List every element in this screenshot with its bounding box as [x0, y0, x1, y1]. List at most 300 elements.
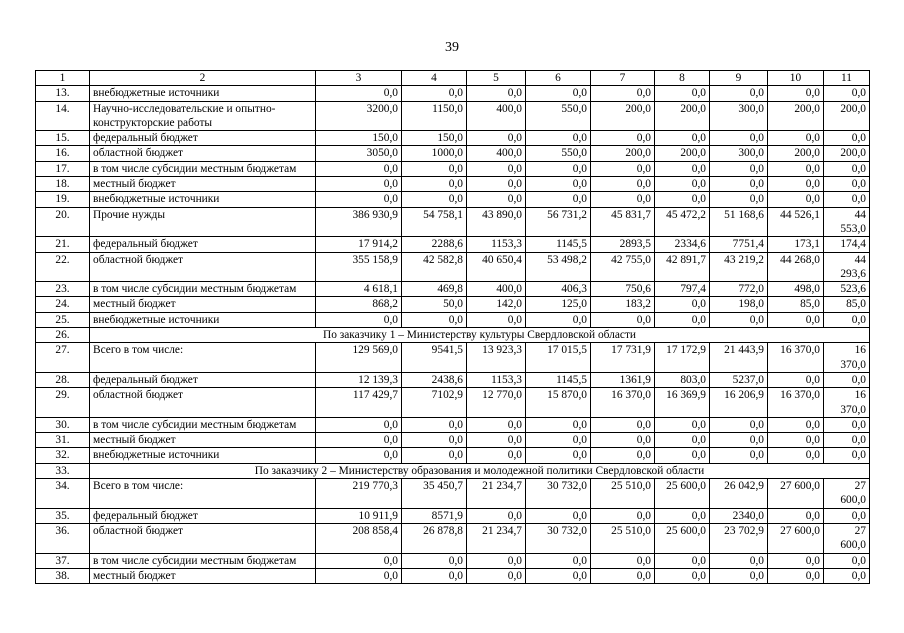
row-label: местный бюджет [90, 568, 316, 583]
value-cell: 1000,0 [402, 146, 467, 161]
row-label: федеральный бюджет [90, 131, 316, 146]
value-cell: 200,0 [824, 101, 870, 131]
value-cell: 0,0 [768, 433, 824, 448]
value-cell: 0,0 [655, 161, 710, 176]
value-cell: 56 731,2 [526, 207, 591, 237]
value-cell: 0,0 [316, 568, 402, 583]
value-cell: 42 891,7 [655, 252, 710, 282]
value-cell: 25 600,0 [655, 479, 710, 509]
value-cell: 0,0 [710, 553, 768, 568]
value-cell: 0,0 [655, 312, 710, 327]
value-cell: 0,0 [591, 508, 655, 523]
table-row [36, 433, 870, 448]
value-cell: 386 930,9 [316, 207, 402, 237]
table-row [36, 448, 870, 463]
value-cell: 2340,0 [710, 508, 768, 523]
value-cell: 17 914,2 [316, 237, 402, 252]
value-cell: 27 600,0 [768, 523, 824, 553]
row-number: 24. [36, 297, 90, 312]
row-label: Всего в том числе: [90, 479, 316, 509]
customer-section-title: По заказчику 1 – Министерству культуры Свердловской области [90, 328, 870, 343]
value-cell: 0,0 [467, 568, 526, 583]
value-cell: 142,0 [467, 297, 526, 312]
value-cell: 0,0 [316, 177, 402, 192]
value-cell: 0,0 [655, 508, 710, 523]
value-cell: 406,3 [526, 282, 591, 297]
value-cell: 3050,0 [316, 146, 402, 161]
value-cell: 42 755,0 [591, 252, 655, 282]
value-cell: 0,0 [768, 177, 824, 192]
column-header: 1 [36, 71, 90, 86]
value-cell: 45 472,2 [655, 207, 710, 237]
value-cell: 0,0 [467, 417, 526, 432]
value-cell: 1145,5 [526, 372, 591, 387]
value-cell: 0,0 [710, 448, 768, 463]
row-label: федеральный бюджет [90, 237, 316, 252]
value-cell: 42 582,8 [402, 252, 467, 282]
value-cell: 26 878,8 [402, 523, 467, 553]
value-cell: 0,0 [316, 448, 402, 463]
value-cell: 44 553,0 [824, 207, 870, 237]
row-number: 26. [36, 328, 90, 343]
value-cell: 0,0 [768, 86, 824, 101]
value-cell: 0,0 [526, 553, 591, 568]
value-cell: 208 858,4 [316, 523, 402, 553]
row-number: 29. [36, 388, 90, 418]
value-cell: 43 890,0 [467, 207, 526, 237]
value-cell: 0,0 [526, 177, 591, 192]
value-cell: 300,0 [710, 146, 768, 161]
value-cell: 0,0 [402, 177, 467, 192]
row-number: 25. [36, 312, 90, 327]
row-number: 17. [36, 161, 90, 176]
row-label: областной бюджет [90, 523, 316, 553]
value-cell: 0,0 [710, 177, 768, 192]
row-number: 13. [36, 86, 90, 101]
row-number: 38. [36, 568, 90, 583]
value-cell: 200,0 [591, 146, 655, 161]
value-cell: 0,0 [655, 417, 710, 432]
table-row [36, 86, 870, 101]
value-cell: 0,0 [591, 86, 655, 101]
value-cell: 198,0 [710, 297, 768, 312]
value-cell: 44 268,0 [768, 252, 824, 282]
value-cell: 0,0 [710, 86, 768, 101]
value-cell: 150,0 [316, 131, 402, 146]
value-cell: 750,6 [591, 282, 655, 297]
row-label: в том числе субсидии местным бюджетам [90, 417, 316, 432]
value-cell: 0,0 [526, 417, 591, 432]
row-number: 30. [36, 417, 90, 432]
value-cell: 0,0 [591, 312, 655, 327]
table-row [36, 417, 870, 432]
value-cell: 0,0 [467, 177, 526, 192]
value-cell: 7102,9 [402, 388, 467, 418]
value-cell: 0,0 [402, 417, 467, 432]
value-cell: 40 650,4 [467, 252, 526, 282]
column-header: 11 [824, 71, 870, 86]
row-label: Всего в том числе: [90, 343, 316, 373]
value-cell: 0,0 [710, 192, 768, 207]
value-cell: 0,0 [824, 417, 870, 432]
value-cell: 0,0 [402, 568, 467, 583]
value-cell: 0,0 [526, 192, 591, 207]
value-cell: 30 732,0 [526, 523, 591, 553]
row-label: в том числе субсидии местным бюджетам [90, 161, 316, 176]
value-cell: 868,2 [316, 297, 402, 312]
value-cell: 0,0 [402, 86, 467, 101]
row-number: 22. [36, 252, 90, 282]
page-number: 39 [445, 40, 459, 55]
value-cell: 2438,6 [402, 372, 467, 387]
value-cell: 0,0 [824, 372, 870, 387]
value-cell: 200,0 [768, 101, 824, 131]
row-label: федеральный бюджет [90, 508, 316, 523]
value-cell: 0,0 [316, 553, 402, 568]
value-cell: 0,0 [768, 131, 824, 146]
value-cell: 0,0 [655, 86, 710, 101]
value-cell: 0,0 [655, 448, 710, 463]
value-cell: 0,0 [467, 312, 526, 327]
value-cell: 0,0 [655, 568, 710, 583]
value-cell: 3200,0 [316, 101, 402, 131]
value-cell: 0,0 [402, 433, 467, 448]
value-cell: 21 234,7 [467, 523, 526, 553]
value-cell: 0,0 [824, 177, 870, 192]
value-cell: 21 443,9 [710, 343, 768, 373]
value-cell: 0,0 [655, 553, 710, 568]
value-cell: 0,0 [710, 433, 768, 448]
value-cell: 54 758,1 [402, 207, 467, 237]
value-cell: 0,0 [591, 161, 655, 176]
row-number: 23. [36, 282, 90, 297]
value-cell: 51 168,6 [710, 207, 768, 237]
value-cell: 0,0 [467, 553, 526, 568]
value-cell: 12 770,0 [467, 388, 526, 418]
value-cell: 469,8 [402, 282, 467, 297]
value-cell: 2334,6 [655, 237, 710, 252]
value-cell: 5237,0 [710, 372, 768, 387]
value-cell: 0,0 [768, 417, 824, 432]
section-row [36, 463, 870, 478]
value-cell: 797,4 [655, 282, 710, 297]
row-number: 21. [36, 237, 90, 252]
customer-section-title: По заказчику 2 – Министерству образования и молодежной политики Свердловской области [90, 463, 870, 478]
row-label: областной бюджет [90, 146, 316, 161]
row-label: Прочие нужды [90, 207, 316, 237]
value-cell: 0,0 [526, 433, 591, 448]
value-cell: 0,0 [824, 433, 870, 448]
value-cell: 550,0 [526, 146, 591, 161]
value-cell: 2893,5 [591, 237, 655, 252]
value-cell: 355 158,9 [316, 252, 402, 282]
value-cell: 16 370,0 [768, 388, 824, 418]
table-row [36, 131, 870, 146]
value-cell: 0,0 [768, 312, 824, 327]
row-label: внебюджетные источники [90, 448, 316, 463]
value-cell: 200,0 [591, 101, 655, 131]
value-cell: 0,0 [591, 131, 655, 146]
value-cell: 85,0 [824, 297, 870, 312]
value-cell: 0,0 [710, 131, 768, 146]
value-cell: 174,4 [824, 237, 870, 252]
value-cell: 0,0 [526, 86, 591, 101]
value-cell: 25 600,0 [655, 523, 710, 553]
row-label: внебюджетные источники [90, 192, 316, 207]
value-cell: 129 569,0 [316, 343, 402, 373]
row-label: областной бюджет [90, 252, 316, 282]
value-cell: 183,2 [591, 297, 655, 312]
value-cell: 16 369,9 [655, 388, 710, 418]
value-cell: 44 526,1 [768, 207, 824, 237]
value-cell: 1153,3 [467, 237, 526, 252]
table-row [36, 372, 870, 387]
value-cell: 0,0 [526, 508, 591, 523]
value-cell: 27 600,0 [824, 479, 870, 509]
value-cell: 0,0 [655, 433, 710, 448]
value-cell: 0,0 [402, 448, 467, 463]
column-header: 7 [591, 71, 655, 86]
column-header: 3 [316, 71, 402, 86]
value-cell: 10 911,9 [316, 508, 402, 523]
value-cell: 45 831,7 [591, 207, 655, 237]
value-cell: 0,0 [710, 568, 768, 583]
value-cell: 400,0 [467, 282, 526, 297]
value-cell: 85,0 [768, 297, 824, 312]
row-number: 34. [36, 479, 90, 509]
value-cell: 0,0 [591, 448, 655, 463]
value-cell: 0,0 [768, 161, 824, 176]
table-row [36, 161, 870, 176]
table-row [36, 479, 870, 509]
value-cell: 0,0 [402, 553, 467, 568]
value-cell: 0,0 [768, 508, 824, 523]
value-cell: 0,0 [768, 372, 824, 387]
value-cell: 1150,0 [402, 101, 467, 131]
value-cell: 0,0 [526, 131, 591, 146]
table-row [36, 523, 870, 553]
value-cell: 16 370,0 [768, 343, 824, 373]
value-cell: 0,0 [591, 417, 655, 432]
value-cell: 43 219,2 [710, 252, 768, 282]
row-label: областной бюджет [90, 388, 316, 418]
column-header: 10 [768, 71, 824, 86]
table-row [36, 568, 870, 583]
value-cell: 0,0 [591, 433, 655, 448]
value-cell: 0,0 [591, 568, 655, 583]
table-row [36, 553, 870, 568]
value-cell: 23 702,9 [710, 523, 768, 553]
section-row [36, 328, 870, 343]
row-number: 14. [36, 101, 90, 131]
table-header-row [36, 71, 870, 86]
value-cell: 0,0 [824, 192, 870, 207]
value-cell: 550,0 [526, 101, 591, 131]
value-cell: 200,0 [824, 146, 870, 161]
value-cell: 0,0 [526, 568, 591, 583]
value-cell: 0,0 [710, 312, 768, 327]
value-cell: 0,0 [467, 86, 526, 101]
value-cell: 0,0 [710, 417, 768, 432]
value-cell: 16 206,9 [710, 388, 768, 418]
value-cell: 0,0 [402, 192, 467, 207]
row-number: 33. [36, 463, 90, 478]
row-number: 15. [36, 131, 90, 146]
value-cell: 0,0 [467, 433, 526, 448]
row-number: 36. [36, 523, 90, 553]
value-cell: 0,0 [526, 161, 591, 176]
value-cell: 30 732,0 [526, 479, 591, 509]
value-cell: 9541,5 [402, 343, 467, 373]
value-cell: 16 370,0 [591, 388, 655, 418]
row-number: 37. [36, 553, 90, 568]
value-cell: 0,0 [824, 553, 870, 568]
value-cell: 0,0 [316, 161, 402, 176]
value-cell: 117 429,7 [316, 388, 402, 418]
value-cell: 0,0 [824, 568, 870, 583]
value-cell: 0,0 [467, 448, 526, 463]
value-cell: 400,0 [467, 101, 526, 131]
value-cell: 0,0 [768, 568, 824, 583]
value-cell: 17 015,5 [526, 343, 591, 373]
value-cell: 0,0 [467, 131, 526, 146]
value-cell: 0,0 [591, 553, 655, 568]
value-cell: 0,0 [467, 161, 526, 176]
row-label: местный бюджет [90, 177, 316, 192]
value-cell: 0,0 [316, 86, 402, 101]
table-row [36, 252, 870, 282]
value-cell: 0,0 [655, 131, 710, 146]
value-cell: 7751,4 [710, 237, 768, 252]
value-cell: 1145,5 [526, 237, 591, 252]
table-row [36, 192, 870, 207]
table-row [36, 282, 870, 297]
column-header: 8 [655, 71, 710, 86]
row-label: в том числе субсидии местным бюджетам [90, 553, 316, 568]
row-number: 16. [36, 146, 90, 161]
value-cell: 200,0 [655, 146, 710, 161]
table-row [36, 177, 870, 192]
value-cell: 27 600,0 [768, 479, 824, 509]
row-number: 18. [36, 177, 90, 192]
value-cell: 0,0 [655, 297, 710, 312]
value-cell: 0,0 [824, 508, 870, 523]
value-cell: 0,0 [591, 177, 655, 192]
row-number: 31. [36, 433, 90, 448]
value-cell: 0,0 [768, 448, 824, 463]
column-header: 2 [90, 71, 316, 86]
value-cell: 13 923,3 [467, 343, 526, 373]
table-row [36, 297, 870, 312]
value-cell: 16 370,0 [824, 343, 870, 373]
value-cell: 0,0 [467, 508, 526, 523]
value-cell: 300,0 [710, 101, 768, 131]
value-cell: 0,0 [316, 192, 402, 207]
value-cell: 50,0 [402, 297, 467, 312]
row-number: 28. [36, 372, 90, 387]
value-cell: 44 293,6 [824, 252, 870, 282]
value-cell: 16 370,0 [824, 388, 870, 418]
value-cell: 772,0 [710, 282, 768, 297]
row-label: Научно-исследовательские и опытно-конструкторские работы [90, 101, 316, 131]
table-row [36, 388, 870, 418]
row-number: 32. [36, 448, 90, 463]
value-cell: 523,6 [824, 282, 870, 297]
table-row [36, 508, 870, 523]
value-cell: 150,0 [402, 131, 467, 146]
value-cell: 4 618,1 [316, 282, 402, 297]
value-cell: 12 139,3 [316, 372, 402, 387]
value-cell: 0,0 [655, 192, 710, 207]
column-header: 6 [526, 71, 591, 86]
value-cell: 173,1 [768, 237, 824, 252]
value-cell: 125,0 [526, 297, 591, 312]
table-row [36, 207, 870, 237]
row-label: местный бюджет [90, 297, 316, 312]
column-header: 4 [402, 71, 467, 86]
value-cell: 0,0 [710, 161, 768, 176]
value-cell: 35 450,7 [402, 479, 467, 509]
value-cell: 0,0 [316, 433, 402, 448]
value-cell: 2288,6 [402, 237, 467, 252]
row-label: внебюджетные источники [90, 312, 316, 327]
value-cell: 53 498,2 [526, 252, 591, 282]
row-label: местный бюджет [90, 433, 316, 448]
row-number: 35. [36, 508, 90, 523]
value-cell: 25 510,0 [591, 479, 655, 509]
value-cell: 200,0 [768, 146, 824, 161]
value-cell: 200,0 [655, 101, 710, 131]
value-cell: 0,0 [768, 192, 824, 207]
table-row [36, 312, 870, 327]
value-cell: 17 731,9 [591, 343, 655, 373]
value-cell: 8571,9 [402, 508, 467, 523]
value-cell: 0,0 [402, 161, 467, 176]
row-number: 20. [36, 207, 90, 237]
column-header: 5 [467, 71, 526, 86]
value-cell: 0,0 [316, 417, 402, 432]
value-cell: 0,0 [316, 312, 402, 327]
row-label: в том числе субсидии местным бюджетам [90, 282, 316, 297]
value-cell: 0,0 [824, 161, 870, 176]
value-cell: 0,0 [824, 131, 870, 146]
value-cell: 1153,3 [467, 372, 526, 387]
table-body [36, 71, 870, 584]
budget-table [35, 70, 870, 584]
value-cell: 17 172,9 [655, 343, 710, 373]
table-row [36, 101, 870, 131]
value-cell: 0,0 [824, 86, 870, 101]
value-cell: 0,0 [824, 448, 870, 463]
value-cell: 498,0 [768, 282, 824, 297]
table-row [36, 237, 870, 252]
row-label: внебюджетные источники [90, 86, 316, 101]
value-cell: 0,0 [824, 312, 870, 327]
row-number: 27. [36, 343, 90, 373]
value-cell: 15 870,0 [526, 388, 591, 418]
row-number: 19. [36, 192, 90, 207]
value-cell: 0,0 [526, 312, 591, 327]
table-row [36, 343, 870, 373]
value-cell: 1361,9 [591, 372, 655, 387]
value-cell: 0,0 [591, 192, 655, 207]
row-label: федеральный бюджет [90, 372, 316, 387]
value-cell: 219 770,3 [316, 479, 402, 509]
value-cell: 0,0 [402, 312, 467, 327]
value-cell: 400,0 [467, 146, 526, 161]
value-cell: 21 234,7 [467, 479, 526, 509]
column-header: 9 [710, 71, 768, 86]
